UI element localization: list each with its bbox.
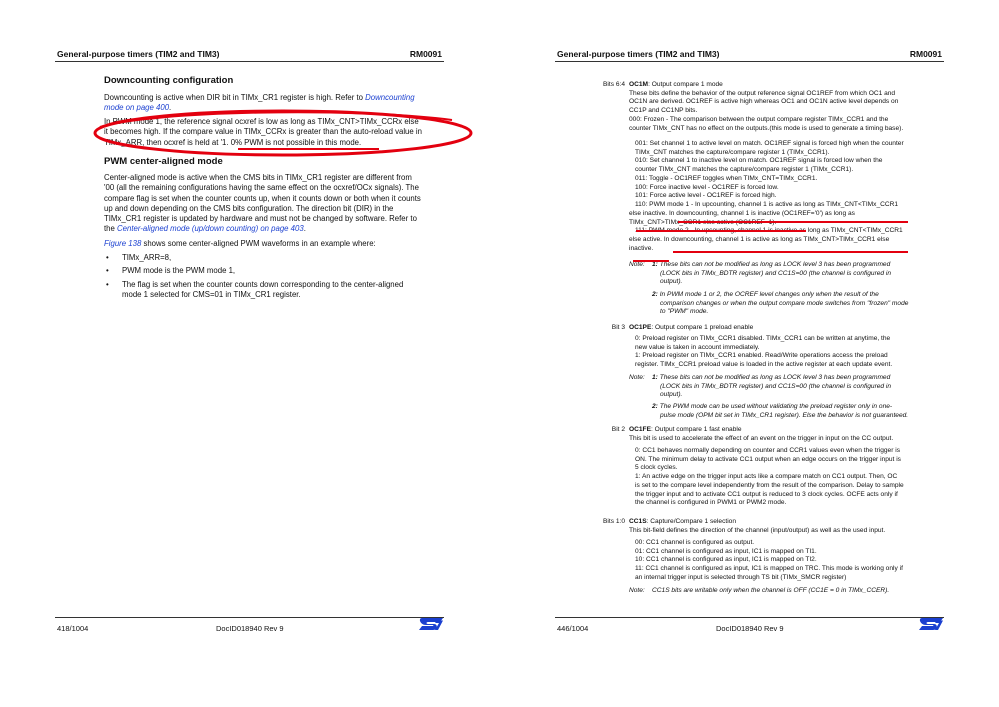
bits-label: Bit 2 xyxy=(611,426,625,433)
bullet-icon: • xyxy=(106,253,109,262)
section-center-aligned xyxy=(104,156,449,168)
note-number: 2: xyxy=(652,403,658,410)
bullet-list xyxy=(104,253,449,300)
text: 010: Set channel 1 to inactive level on match. OC1REF signal is forced low when the xyxy=(635,157,883,165)
text: In PWM mode 1, the reference signal ocxref is low as long as TIMx_CNT>TIMx_CCRx else xyxy=(104,117,419,126)
header-title: General-purpose timers (TIM2 and TIM3) xyxy=(57,49,220,59)
header-rule xyxy=(55,61,444,62)
note-number: 2: xyxy=(652,291,658,298)
red-underline xyxy=(673,251,908,253)
text: shows some center-aligned PWM waveforms in an example where: xyxy=(141,239,376,248)
footer-rule xyxy=(55,617,444,618)
text: The PWM mode can be used without validating the preload register only in one- xyxy=(659,403,893,410)
header-rule xyxy=(555,61,944,62)
text: TIMx_CR1 register is updated by hardware and must not be changed by software. Refer to xyxy=(104,214,417,224)
text: counter TIMx_CNT matches the capture/compare register 1 (TIMx_CCR1). xyxy=(635,166,854,174)
footer-page-number: 446/1004 xyxy=(557,624,589,633)
bullet-icon: • xyxy=(106,266,109,276)
text: 111: PWM mode 2 - In upcounting, channel 1 is inactive as long as TIMx_CNT<TIMx_CCR1 xyxy=(635,227,903,234)
st-logo-icon xyxy=(918,617,944,631)
text: else active. In downcounting, channel 1 is active as long as TIMx_CNT>TIMx_CCR1 else xyxy=(629,236,890,243)
text: '00 (all the remaining configurations having the same effect on the ocxref/OCx signals). The xyxy=(104,183,419,193)
text: output). xyxy=(660,278,683,286)
link-figure-138[interactable]: Figure 138 xyxy=(104,239,142,248)
note-label: Note: xyxy=(629,261,645,268)
text: These bits define the behavior of the output reference signal OC1REF from which OC1 and xyxy=(629,89,896,97)
field-title: : Capture/Compare 1 selection xyxy=(646,518,737,525)
paragraph-pwm-mode1 xyxy=(104,117,449,148)
link-downcounting-mode[interactable]: Downcounting xyxy=(365,93,415,102)
oc1pe-note-2 xyxy=(652,403,952,420)
cc1s-note: CC1S bits are writable only when the channel is OFF (CC1E = 0 in TIMx_CCER). xyxy=(652,587,890,594)
text: TIMx_CNT matches the capture/compare register 1 (TIMx_CCR1). xyxy=(635,148,830,156)
heading-center-aligned: PWM center-aligned mode xyxy=(104,156,223,167)
section-downcounting xyxy=(104,75,449,87)
oc1m-pwm-lines xyxy=(629,210,949,227)
list-item xyxy=(104,266,449,276)
text: PWM mode is the PWM mode 1, xyxy=(122,266,236,276)
text: it becomes high. If the compare value in TIMx_CCRx is greater than the auto-reload value in xyxy=(104,127,422,137)
bits-label: Bit 3 xyxy=(611,324,625,331)
text: inactive. xyxy=(629,244,654,252)
red-underline xyxy=(238,148,379,150)
link-downcounting-page[interactable]: mode on page 400 xyxy=(104,103,170,113)
text: 000: Frozen - The comparison between the output compare register TIMx_CCR1 and the xyxy=(629,115,889,123)
header-ref-manual: RM0091 xyxy=(409,49,442,59)
footer-rule xyxy=(555,617,944,618)
text: . xyxy=(303,224,306,234)
text: register. TIMx_CCR1 preload value is loaded in the active register at each update event. xyxy=(635,361,893,369)
text: to "PWM" mode. xyxy=(660,308,709,316)
text: 0: CC1 behaves normally depending on counter and CCR1 values even when the trigger is xyxy=(635,447,901,454)
footer-doc-id: DocID018940 Rev 9 xyxy=(716,624,784,633)
text: mode 1 selected for CMS=01 in TIMx_CR1 register. xyxy=(122,289,301,299)
link-center-aligned-mode[interactable]: Center-aligned mode (up/down counting) on page 403 xyxy=(117,224,304,234)
text: Center-aligned mode is active when the CMS bits in TIMx_CR1 register are different from xyxy=(104,173,412,182)
text: else inactive. In downcounting, channel 1 is inactive (OC1REF='0') as long as xyxy=(629,210,855,217)
field-name: OC1M xyxy=(629,81,649,88)
text: comparison changes or when the output compare mode switches from "frozen" mode xyxy=(660,299,909,307)
red-underline xyxy=(636,230,806,232)
cc1s-desc xyxy=(635,539,955,583)
bits-label: Bits 6:4 xyxy=(603,81,625,88)
field-name: CC1S xyxy=(629,518,647,525)
footer-doc-id: DocID018940 Rev 9 xyxy=(216,624,284,633)
field-title: : Output compare 1 fast enable xyxy=(650,426,742,433)
field-oc1pe xyxy=(629,324,949,333)
red-underline xyxy=(678,221,908,223)
text: the xyxy=(104,224,118,234)
note-number: 1: xyxy=(652,374,658,381)
text: 110: PWM mode 1 - In upcounting, channel 1 is active as long as TIMx_CNT<TIMx_CCR1 xyxy=(635,200,899,208)
text: (LOCK bits in TIMx_BDTR register) and CC1S=00 (the channel is configured in xyxy=(660,382,892,390)
text: is set to the compare level independently from the result of the comparison. Delay to sample xyxy=(635,481,904,489)
bullet-icon: • xyxy=(106,279,109,289)
text: Downcounting is active when DIR bit in TIMx_CR1 register is high. Refer to xyxy=(104,93,366,102)
list-item xyxy=(104,280,449,301)
text: CC1P and CC1NP bits. xyxy=(629,107,698,115)
text: This bit is used to accelerate the effect of an event on the trigger in input on the CC output. xyxy=(629,434,894,442)
text: the trigger input and to activate CC1 output is reduced to 3 clock cycles. OCFE acts only if xyxy=(635,490,898,498)
field-name: OC1PE xyxy=(629,324,652,331)
field-title: : Output compare 1 mode xyxy=(648,81,723,88)
text: 1: Preload register on TIMx_CCR1 enabled. Read/Write operations access the preload xyxy=(635,352,888,360)
text: . xyxy=(169,103,172,113)
field-oc1m xyxy=(629,81,949,133)
left-page xyxy=(0,0,499,707)
oc1m-note-1 xyxy=(652,261,952,287)
field-oc1fe xyxy=(629,426,949,443)
text-zero-pwm: 0% PWM is not possible in this mode. xyxy=(230,137,362,147)
field-cc1s xyxy=(629,518,949,535)
oc1m-note-2 xyxy=(652,291,952,317)
note-label: Note: xyxy=(629,374,645,381)
text: ON. The minimum delay to activate CC1 output when an edge occurs on the trigger input is xyxy=(635,455,901,463)
right-page xyxy=(500,0,999,707)
paragraph-center-aligned xyxy=(104,173,449,235)
red-underline xyxy=(633,260,669,262)
text: 11: CC1 channel is configured as input, IC1 is mapped on TRC. This mode is working only if xyxy=(635,565,903,573)
oc1pe-note-1 xyxy=(652,374,952,400)
note-label: Note: xyxy=(629,587,645,594)
oc1m-mode-list xyxy=(635,140,955,210)
text: OC1N are derived. OC1REF is active high whereas OC1 and OC1N active level depends on xyxy=(629,98,899,106)
text: 100: Force inactive level - OC1REF is forced low. xyxy=(635,183,779,191)
text: up and down depending on the CMS bits configuration. The direction bit (DIR) in the xyxy=(104,203,394,213)
text: an internal trigger input is selected through TS bit (TIMx_SMCR register) xyxy=(635,573,847,581)
text: pulse mode (OPM bit set in TIMx_CR1 register). Else the behavior is not guaranteed. xyxy=(660,411,909,419)
text: 011: Toggle - OC1REF toggles when TIMx_CNT=TIMx_CCR1. xyxy=(635,174,818,182)
footer-page-number: 418/1004 xyxy=(57,624,89,633)
text: In PWM mode 1 or 2, the OCREF level changes only when the result of the xyxy=(659,291,879,298)
text: TIMx_ARR, then ocxref is held at '1. xyxy=(104,137,231,147)
header-title: General-purpose timers (TIM2 and TIM3) xyxy=(557,49,720,59)
bits-label: Bits 1:0 xyxy=(603,518,625,525)
text: counter TIMx_CNT has no effect on the outputs.(this mode is used to generate a timing base). xyxy=(629,124,904,132)
st-logo-icon xyxy=(418,617,444,631)
field-title: : Output compare 1 preload enable xyxy=(651,324,754,331)
text: This bit-field defines the direction of the channel (input/output) as well as the used input. xyxy=(629,526,886,534)
text: 001: Set channel 1 to active level on match. OC1REF signal is forced high when the counter xyxy=(635,140,904,147)
text: output). xyxy=(660,391,683,399)
list-item xyxy=(104,253,449,263)
text: The flag is set when the counter counts down corresponding to the center-aligned xyxy=(122,279,404,289)
text: 01: CC1 channel is configured as input, IC1 is mapped on TI1. xyxy=(635,547,817,555)
text: 1: An active edge on the trigger input acts like a compare match on CC1 output. Then, OC xyxy=(635,473,898,481)
field-name: OC1FE xyxy=(629,426,651,433)
text: (LOCK bits in TIMx_BDTR register) and CC1S=00 (the channel is configured in xyxy=(660,269,892,277)
heading-downcounting: Downcounting configuration xyxy=(104,75,234,86)
text: These bits can not be modified as long as LOCK level 3 has been programmed xyxy=(659,374,891,381)
text: compare flag is set when the counter counts up, when it counts down or both when it counts xyxy=(104,193,421,203)
paragraph-downcounting xyxy=(104,93,449,114)
text: TIMx_ARR=8, xyxy=(122,253,172,262)
paragraph-figure-ref xyxy=(104,239,449,249)
text: 5 clock cycles. xyxy=(635,464,678,472)
text: 101: Force active level - OC1REF is forced high. xyxy=(635,192,777,200)
note-number: 1: xyxy=(652,261,658,268)
oc1pe-desc xyxy=(635,335,955,370)
text: 0: Preload register on TIMx_CCR1 disabled. TIMx_CCR1 can be written at anytime, the xyxy=(635,335,891,342)
text: the channel is configured in PWM1 or PWM2 mode. xyxy=(635,499,787,507)
header-ref-manual: RM0091 xyxy=(909,49,942,59)
text: These bits can not be modified as long as LOCK level 3 has been programmed xyxy=(659,261,891,268)
text: 10: CC1 channel is configured as input, IC1 is mapped on TI2. xyxy=(635,556,817,564)
text: new value is taken in account immediately. xyxy=(635,343,760,351)
text: 00: CC1 channel is configured as output. xyxy=(635,539,755,546)
text: TIMx_CNT>TIMx_CCR1 else active (OC1REF=1). xyxy=(629,218,777,226)
oc1fe-desc xyxy=(635,447,955,508)
